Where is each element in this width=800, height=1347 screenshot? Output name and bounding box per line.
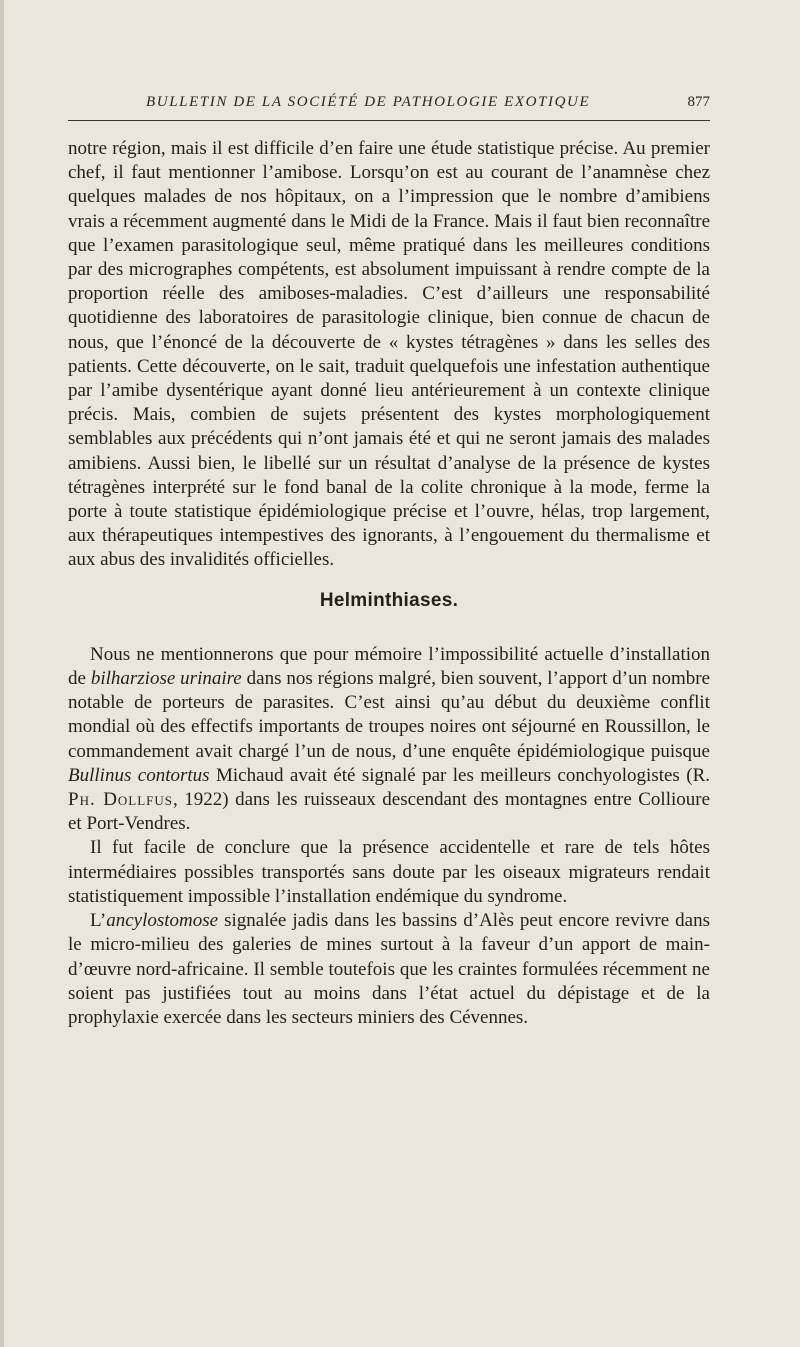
- italic-term: Bullinus contortus: [68, 764, 210, 786]
- text-run: signalée jadis dans les bassins d’Alès peut encore revivre dans le micro-milieu des galeries de mines surtout à la faveur d’un apport de main-d’œuvre nord-africaine. Il semble toutefois que les craintes formulées récemment ne soient pas justifiées tout au moins dans l’état actuel du dépistage et de la prophylaxie exercée dans les secteurs miniers des Cévennes.: [68, 910, 710, 1028]
- paragraph-conclusion: Il fut facile de conclure que la présence accidentelle et rare de tels hôtes intermédiaires possibles transportés sans doute par les oiseaux migrateurs rendait statistiquement impossible l’installation endémique du syndrome.: [68, 837, 710, 907]
- paragraph-amibose: notre région, mais il est difficile d’en faire une étude statistique précise. Au premier chef, il faut mentionner l’amibose. Lorsqu’on est au courant de l’anamnèse chez quelques malades de nos hôpitaux, on a l’impression que le nombre d’amibiens vrais a récemment augmenté dans le Midi de la France. Mais il faut bien reconnaître que l’examen parasitologique seul, même pratiqué dans les meilleures conditions par des micrographes compétents, est absolument impuissant à rendre compte de la proportion réelle des amiboses-maladies. C’est d’ailleurs une responsabilité quotidienne des laboratoires de parasitologie clinique, bien connue de chacun de nous, que l’énoncé de la découverte de « kystes tétragènes » dans les selles des patients. Cette découverte, on le sait, traduit quelquefois une infestation authentique par l’amibe dysentérique ayant donné lieu antérieurement à un contexte clinique précis. Mais, combien de sujets présentent des kystes morphologiquement semblables aux précédents qui n’ont jamais été et qui ne seront jamais des malades amibiens. Aussi bien, le libellé sur un résultat d’analyse de la présence de kystes tétragènes interprété sur le fond banal de la colite chronique à la mode, ferme la porte à toute statistique épidémiologique précise et l’ouvre, hélas, trop largement, aux thérapeutiques intempestives des ignorants, à l’engouement du thermalisme et aux abus des invalidités officielles.: [68, 138, 710, 571]
- text-run: L’: [90, 910, 107, 932]
- body-text: [68, 137, 710, 1030]
- running-title: BULLETIN DE LA SOCIÉTÉ DE PATHOLOGIE EXOTIQUE: [146, 94, 591, 110]
- text-run: , 1922) dans les ruisseaux descendant des montagnes entre Collioure et Port-Vendres.: [68, 789, 711, 835]
- page-number: 877: [687, 94, 710, 110]
- italic-term: ancylostomose: [106, 910, 219, 932]
- page-edge: [0, 0, 4, 1347]
- paragraph-bilharziose: [68, 643, 710, 837]
- text-run: Michaud avait été signalé par les meilleurs conchyologistes (R.: [209, 764, 710, 786]
- text-run: Nous ne mentionnerons que pour mémoire l’impossibilité actuelle d’installation de: [68, 643, 710, 690]
- italic-term: bilharziose urinaire: [90, 668, 242, 690]
- author-name: Ph. Dollfus: [68, 789, 174, 811]
- text-run: dans nos régions malgré, bien souvent, l’apport d’un nombre notable de porteurs de parasites. C’est ainsi qu’au début du deuxième conflit mondial où des effectifs importants de troupes noires ont séjourné en Roussillon, le commandement avait chargé l’un de nous, d’une enquête épidémiologique puisque: [68, 668, 710, 762]
- paragraph-ancylostomose: [68, 909, 710, 1030]
- section-heading: Helminthiases.: [319, 589, 459, 611]
- page-header: [68, 94, 710, 121]
